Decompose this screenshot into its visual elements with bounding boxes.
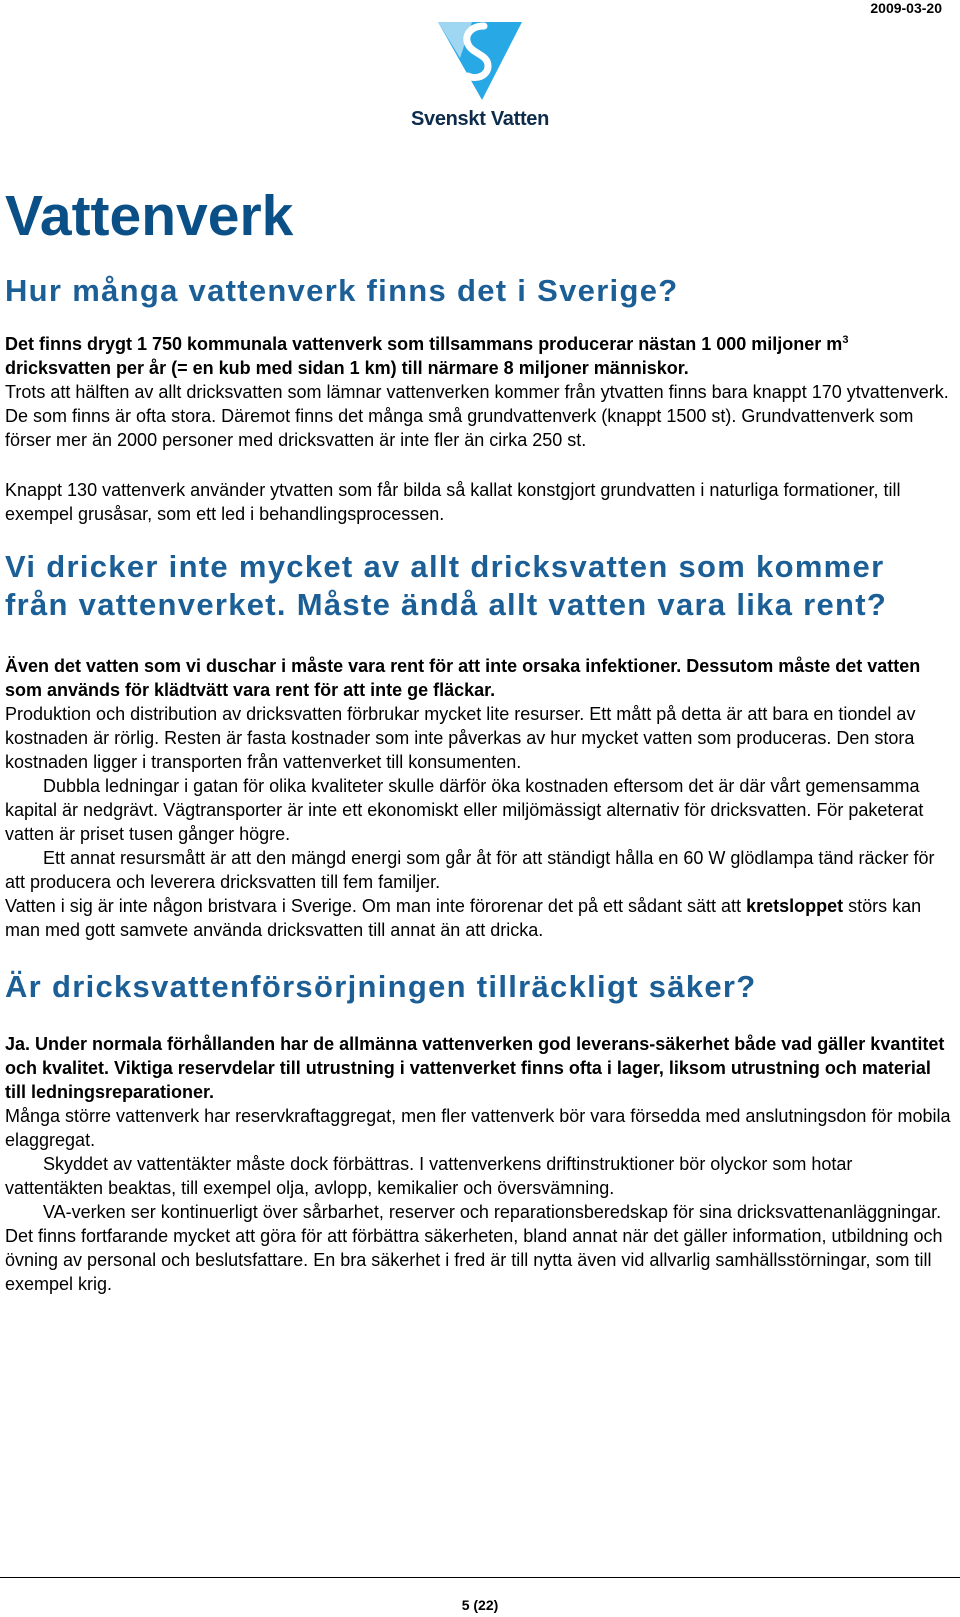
section2-paragraph-5 <box>5 894 955 942</box>
page-number: 5 (22) <box>461 1597 499 1613</box>
section1-intro <box>5 332 955 380</box>
logo-wordmark: Svenskt Vatten <box>410 108 550 130</box>
section3-paragraph-4: VA-verken ser kontinuerligt över sårbarhet, reserver och reparationsberedskap för sina dricksvattenanläggningar. Det finns fortfarande mycket att göra för att förbättra säkerheten, bland annat när det gäller information, utbildning och övning av personal och beslutsfattare. En bra säkerhet i fred är till nytta även vid allvarlig samhällsstörningar, som till exempel krig. <box>5 1202 943 1294</box>
section2-paragraph-2: Produktion och distribution av dricksvatten förbrukar mycket lite resurser. Ett mått på detta är att bara en tiondel av kostnaden är rörlig. Resten är fasta kostnader som inte påverkas av hur mycket vatten som produceras. Den stora kostnaden ligger i transporten från vattenverket till konsumenten. <box>5 704 916 772</box>
document-body <box>5 182 955 1296</box>
superscript-3: 3 <box>842 334 849 346</box>
section1-intro-b: dricksvatten per år (= en kub med sidan 1 km) till närmare 8 miljoner människor. <box>5 358 689 378</box>
section2-paragraph-4: Ett annat resursmått är att den mängd energi som går åt för att ständigt hålla en 60 W glödlampa tänd räcker för att producera och leverera dricksvatten till fem familjer. <box>5 848 935 892</box>
footer-divider <box>0 1577 960 1578</box>
section2-paragraph-5-b: störs kan man med gott samvete använda dricksvatten till annat än att dricka. <box>5 896 922 940</box>
term-kretsloppet: kretsloppet <box>746 896 844 916</box>
section-heading-count: Hur många vattenverk finns det i Sverige? <box>5 273 679 308</box>
section-heading-purity: Vi dricker inte mycket av allt dricksvatten som kommer från vattenverket. Måste ändå allt vatten vara lika rent? <box>5 549 888 622</box>
document-date: 2009-03-20 <box>870 0 942 16</box>
section-heading-security: Är dricksvattenförsörjningen tillräckligt säker? <box>5 969 757 1004</box>
page-title: Vattenverk <box>5 184 294 248</box>
section3-paragraph-3: Skyddet av vattentäkter måste dock förbättras. I vattenverkens driftinstruktioner bör olyckor som hotar vattentäkten beaktas, till exempel olja, avlopp, kemikalier och översvämning. <box>5 1154 853 1198</box>
section1-intro-a: Det finns drygt 1 750 kommunala vattenverk som tillsammans producerar nästan 1 000 miljoner m <box>5 334 843 354</box>
section2-paragraph-5-a: Vatten i sig är inte någon bristvara i Sverige. Om man inte förorenar det på ett sådant sätt att <box>5 896 747 916</box>
svenskt-vatten-logo <box>410 14 550 134</box>
section3-paragraph-2: Många större vattenverk har reservkraftaggregat, men fler vattenverk bör vara försedda med anslutningsdon för mobila elaggregat. <box>5 1106 951 1150</box>
logo-emblem-icon <box>410 14 550 109</box>
section1-paragraph-2: Trots att hälften av allt dricksvatten som lämnar vattenverken kommer från ytvatten finns bara knappt 170 ytvattenverk. De som finns är ofta stora. Däremot finns det många små grundvattenverk (knappt 1500 st). Grundvattenverk som förser mer än 2000 personer med dricksvatten är inte fler än cirka 250 st. <box>5 382 949 450</box>
section1-paragraph-3: Knappt 130 vattenverk använder ytvatten som får bilda så kallat konstgjort grundvatten i naturliga formationer, till exempel grusåsar, som ett led i behandlingsprocessen. <box>5 480 901 524</box>
section2-intro: Även det vatten som vi duschar i måste vara rent för att inte orsaka infektioner. Dessutom måste det vatten som används för klädtvätt vara rent för att inte ge fläckar. <box>5 656 921 700</box>
section2-paragraph-3: Dubbla ledningar i gatan för olika kvaliteter skulle därför öka kostnaden eftersom det är där vårt gemensamma kapital är nedgrävt. Vägtransporter är inte ett ekonomiskt eller miljömässigt alternativ för dricksvatten. För paketerat vatten är priset tusen gånger högre. <box>5 776 924 844</box>
section3-intro: Ja. Under normala förhållanden har de allmänna vattenverken god leverans-säkerhet både vad gäller kvantitet och kvalitet. Viktiga reservdelar till utrustning i vattenverket finns ofta i lager, liksom utrustning och material till ledningsreparationer. <box>5 1034 945 1102</box>
